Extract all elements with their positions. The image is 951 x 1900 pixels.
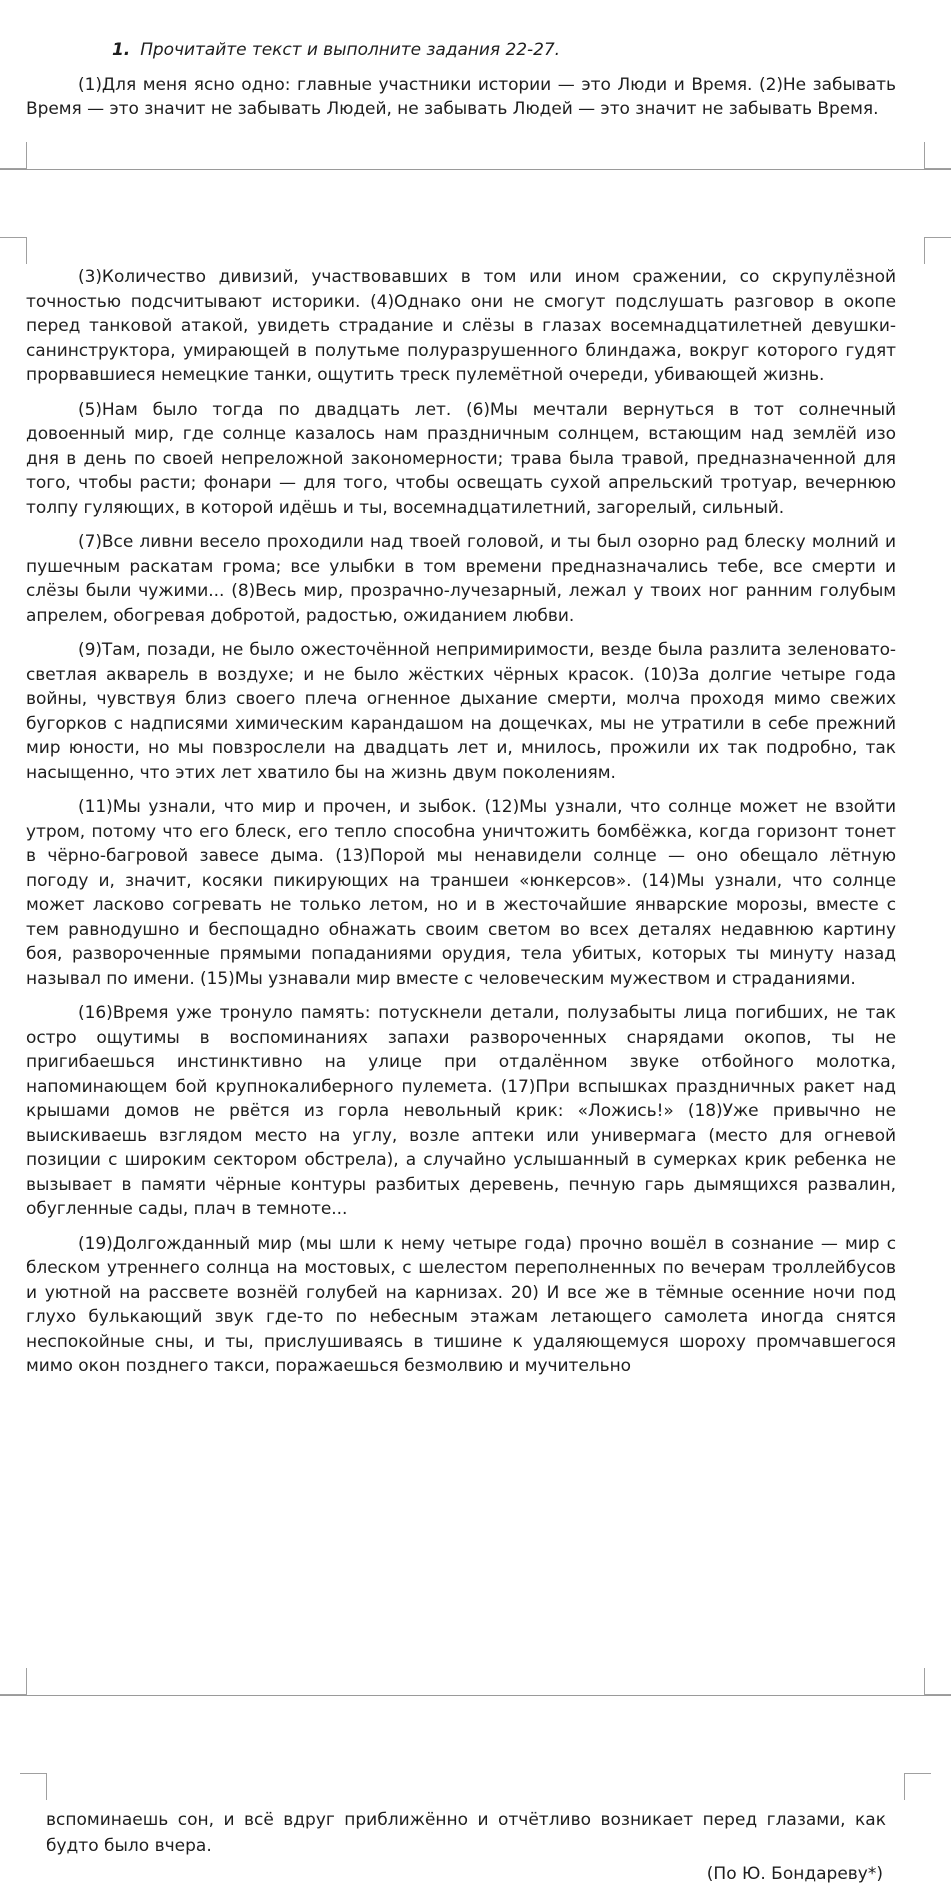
main-text [26,265,896,1389]
paragraph: (7)Все ливни весело проходили над твоей головой, и ты был озорно рад блеску молний и пушечным раскатам грома; все улыбки в том времени предназначались тебе, все смерти и слёзы были чужими... (8)Весь мир, прозрачно-лучезарный, лежал у твоих ног ранним голубым апрелем, обогревая добротой, радостью, ожиданием любви. [26,532,896,626]
page-corner-mark [0,1668,27,1695]
continuation-text: вспоминаешь сон, и всё вдруг приближённо и отчётливо возникает перед глазами, как будто было вчера. [46,1810,886,1856]
page-corner-mark [924,1668,951,1695]
page-corner-mark [904,1773,931,1800]
task-instruction: Прочитайте текст и выполните задания 22-27. [140,40,560,60]
page-corner-mark [0,142,27,169]
paragraph: (9)Там, позади, не было ожесточённой непримиримости, везде была разлита зеленовато-светлая акварель в воздухе; и не было жёстких чёрных красок. (10)За долгие четыре года войны, чувствуя близ своего плеча огненное дыхание смерти, молча проходя мимо свежих бугорков с надписями химическим карандашом на дощечках, мы не утратили в себе прежний мир юности, но мы повзрослели на двадцать лет и, мнилось, прожили их так подробно, так насыщенно, что этих лет хватило бы на жизнь двум поколениям. [26,640,896,783]
page-corner-mark [20,1773,47,1800]
task-heading [26,38,896,63]
paragraph: (11)Мы узнали, что мир и прочен, и зыбок. (12)Мы узнали, что солнце может не взойти утром, потому что его блеск, его тепло способна уничтожить бомбёжка, когда горизонт тонет в чёрно-багровой завесе дыма. (13)Порой мы ненавидели солнце — оно обещало лётную погоду и, значит, косяки пикирующих на траншеи «юнкерсов». (14)Мы узнали, что солнце может ласково согревать не только летом, но и в жесточайшие январские морозы, вместе с тем равнодушно и беспощадно обнажать своим светом во всех деталях недавнюю картину боя, развороченные прямыми попаданиями орудия, тела убитых, которых ты минуту назад называл по имени. (15)Мы узнавали мир вместе с человеческим мужеством и страданиями. [26,797,896,989]
page-corner-mark [924,237,951,264]
task-block [26,38,896,122]
paragraph-1: (1)Для меня ясно одно: главные участники истории — это Люди и Время. (2)Не забывать Время — это значит не забывать Людей, не забывать Людей — это значит не забывать Время. [26,74,896,119]
page-separator [0,1695,951,1696]
page-corner-mark [0,237,27,264]
task-number: 1. [112,40,131,60]
paragraph: (5)Нам было тогда по двадцать лет. (6)Мы мечтали вернуться в тот солнечный довоенный мир, где солнце казалось нам праздничным солнцем, встающим над землёй изо дня в день по своей непреложной закономерности; трава была травой, предназначенной для того, чтобы расти; фонари — для того, чтобы освещать сухой апрельский тротуар, вечернюю толпу гуляющих, в которой идёшь и ты, восемнадцатилетний, загорелый, сильный. [26,399,896,518]
paragraph: (3)Количество дивизий, участвовавших в том или ином сражении, со скрупулёзной точностью подсчитывают историки. (4)Однако они не смогут подслушать разговор в окопе перед танковой атакой, увидеть страдание и слёзы в глазах восемнадцатилетней девушки-санинструктора, умирающей в полутьме полуразрушенного блиндажа, вокруг которого гудят прорвавшиеся немецкие танки, ощутить треск пулемётной очереди, убивающей жизнь. [26,267,896,385]
paragraph: (16)Время уже тронуло память: потускнели детали, полузабыты лица погибших, не так остро ощутимы в воспоминаниях запахи развороченных снарядами окопов, ты не пригибаешься инстинктивно на улице при отдалённом звуке отбойного молотка, напоминающем бой крупнокалиберного пулемета. (17)При вспышках праздничных ракет над крышами домов не рвётся из горла невольный крик: «Ложись!» (18)Уже привычно не выискиваешь взглядом место на углу, возле аптеки или универмага (место для огневой позиции с широким сектором обстрела), а случайно услышанный в сумерках крик ребенка не вызывает в памяти чёрные контуры разбитых деревень, печную гарь дымящихся развалин, обугленные сады, плач в темноте... [26,1003,896,1219]
attribution: (По Ю. Бондареву*) [706,1864,883,1884]
page-corner-mark [924,142,951,169]
paragraph: (19)Долгожданный мир (мы шли к нему четыре года) прочно вошёл в сознание — мир с блеском утреннего солнца на мостовых, с шелестом переполненных по вечерам троллейбусов и уютной на рассвете вознёй голубей на карнизах. 20) И все же в тёмные осенние ночи под глухо булькающий звук где-то по небесным этажам летающего самолета иногда снятся неспокойные сны, и ты, прислушиваясь в тишине к удаляющемуся шороху промчавшегося мимо окон позднего такси, поражаешься безмолвию и мучительно [26,1233,896,1376]
page-separator [0,169,951,170]
